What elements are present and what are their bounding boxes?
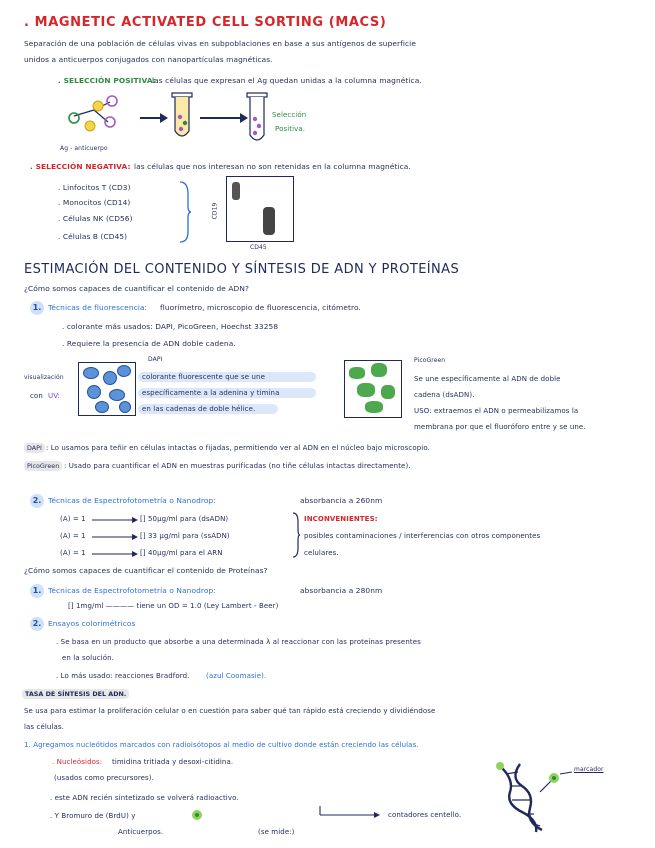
picogreen-use-text: : Usado para cuantificar el ADN en muestras purificadas (no tiñe células intactas directamente).: [64, 462, 411, 470]
positive-selection-label: . SELECCIÓN POSITIVA:: [58, 76, 156, 85]
abs-row-left: (A) = 1: [60, 549, 86, 557]
nucleus: [87, 385, 101, 399]
assay-line: en la solución.: [62, 654, 114, 662]
plot-y-axis-label: CD19: [211, 202, 219, 220]
abs-row-right: [] 40µg/ml para el ARN: [140, 549, 223, 557]
visualization-with: con: [30, 392, 43, 400]
item-number-badge: 2.: [30, 617, 44, 631]
dapi-tag: DAPI: [24, 443, 45, 453]
picogreen-tag: PicoGreen: [24, 461, 62, 471]
dna-helix-drawing: [492, 762, 632, 842]
synthesis-intro-line: Se usa para estimar la proliferación celular o en cuestión para saber qué tan rápido está creciendo y dividiéndose: [24, 707, 436, 715]
cell: [371, 363, 387, 377]
abs-arrows: [92, 517, 140, 561]
dapi-text-line: colorante fluorescente que se une: [142, 373, 265, 381]
nucleus: [103, 371, 117, 385]
picogreen-text-line: membrana por que el fluoróforo entre y se une.: [414, 423, 586, 431]
new-dna-line: . este ADN recién sintetizado se volverá radioactivo.: [50, 794, 239, 802]
drawbacks-label: INCONVENIENTES:: [304, 515, 378, 523]
dna-section-title: ESTIMACIÓN DEL CONTENIDO Y SÍNTESIS DE ADN Y PROTEÍNAS: [24, 262, 460, 277]
fluorescent-marker-icon: [190, 808, 204, 822]
marker-label: marcador: [574, 766, 604, 773]
macs-intro-line-2: unidos a anticuerpos conjugados con nanopartículas magnéticas.: [24, 55, 273, 64]
negative-selection-text: las células que nos interesan no son retenidas en la columna magnética.: [134, 162, 411, 171]
nucleosides-text: timidina tritiada y desoxi-citidina.: [112, 758, 234, 766]
dapi-text-line: específicamente a la adenina y timina: [142, 389, 280, 397]
protein-concentration: [] 1mg/ml ———— tiene un OD = 1.0 (Ley Lambert - Beer): [68, 602, 279, 610]
visualization-label: visualización: [24, 374, 64, 381]
nucleus: [95, 401, 109, 413]
nucleus: [109, 389, 125, 401]
assay-paren: (azul Coomasie).: [206, 672, 267, 680]
ag-antibody-label: Ag - anticuerpo: [60, 145, 108, 152]
column-tube-icon: [245, 93, 269, 148]
cell-population: [232, 182, 240, 200]
picogreen-cells-image: [344, 360, 402, 418]
abs-row-left: (A) = 1: [60, 532, 86, 540]
spectro-dna-label: Técnicas de Espectrofotometría o Nanodrop:: [48, 496, 216, 505]
drawbacks-text-line: posibles contaminaciones / interferencias con otros componentes: [304, 532, 541, 540]
spectro-protein-text: absorbancia a 280nm: [300, 586, 383, 595]
drawbacks-brace: [292, 512, 300, 558]
item-number-badge: 2.: [30, 494, 44, 508]
positive-selection-text: las células que expresan el Ag quedan unidas a la columna magnética.: [152, 76, 422, 85]
counters-text: contadores centello.: [388, 811, 462, 819]
uv-label: UV:: [48, 392, 60, 400]
nucleus: [119, 401, 131, 413]
fluorescence-text: fluorímetro, microscopio de fluorescencia, citómetro.: [160, 303, 361, 312]
abs-row-right: [] 33 µg/ml para (ssADN): [140, 532, 230, 540]
picogreen-text-line: cadena (dsADN).: [414, 391, 475, 399]
requires-line: . Requiere la presencia de ADN doble cadena.: [62, 339, 236, 348]
abs-row-left: (A) = 1: [60, 515, 86, 523]
selection-label-1: Selección: [272, 111, 307, 119]
drawbacks-text-line: celulares.: [304, 549, 339, 557]
flow-cytometry-plot: [226, 176, 294, 242]
brdu-line: . Y Bromuro de (BrdU) y: [50, 812, 136, 820]
spectro-protein-label: Técnicas de Espectrofotometría o Nanodrop:: [48, 586, 216, 595]
antibodies-line: Anticuerpos.: [118, 828, 164, 836]
assay-line: . Se basa en un producto que absorbe a una determinada λ al reaccionar con las proteínas presentes: [56, 638, 421, 646]
dapi-use-text: : Lo usamos para teñir en células intactas o fijadas, permitiendo ver al ADN en el núcleo bajo microscopio.: [46, 444, 430, 452]
nucleosides-label: . Nucleósidos:: [52, 758, 103, 766]
cell-type-item: . Células B (CD45): [58, 232, 128, 241]
macs-intro-line-1: Separación de una población de células vivas en subpoblaciones en base a sus antígenos de superficie: [24, 39, 416, 48]
plot-x-axis-label: CD45: [250, 244, 267, 251]
fluorescence-label: Técnicas de fluorescencia:: [48, 303, 148, 312]
measure-line: (se mide:): [258, 828, 295, 836]
nucleosides-used: (usados como precursores).: [54, 774, 154, 782]
counters-arrow: [318, 806, 388, 820]
synthesis-intro-line: las células.: [24, 723, 64, 731]
picogreen-label: PicoGreen: [414, 357, 446, 364]
item-number-badge: 1.: [30, 301, 44, 315]
colorimetric-label: Ensayos colorimétricos: [48, 619, 136, 628]
dna-question: ¿Cómo somos capaces de cuantificar el contenido de ADN?: [24, 284, 249, 293]
macs-title: . MAGNETIC ACTIVATED CELL SORTING (MACS): [24, 15, 387, 30]
cell-type-item: . Monocitos (CD14): [58, 198, 131, 207]
nucleus: [117, 365, 131, 377]
picogreen-text-line: Se une específicamente al ADN de doble: [414, 375, 561, 383]
cell-type-item: . Células NK (CD56): [58, 214, 133, 223]
cell-type-item: . Linfocitos T (CD3): [58, 183, 131, 192]
abs-row-right: [] 50µg/ml para (dsADN): [140, 515, 229, 523]
cell-types-brace: [178, 180, 192, 244]
cell: [349, 367, 365, 379]
item-number-badge: 1.: [30, 584, 44, 598]
spectro-dna-text: absorbancia a 260nm: [300, 496, 383, 505]
cell: [365, 401, 383, 413]
nucleus: [83, 367, 99, 379]
picogreen-text-line: USO: extraemos el ADN o permeabilizamos la: [414, 407, 579, 415]
negative-selection-label: . SELECCIÓN NEGATIVA:: [30, 162, 131, 171]
protein-question: ¿Cómo somos capaces de cuantificar el contenido de Proteínas?: [24, 566, 268, 575]
dapi-cells-image: [78, 362, 136, 416]
tube-icon: [170, 93, 194, 143]
synthesis-step-1: 1. Agregamos nucleótidos marcados con radioisótopos al medio de cultivo donde están creciendo las células.: [24, 741, 419, 749]
selection-label-2: Positiva.: [275, 125, 306, 133]
dapi-label: DAPI: [148, 356, 163, 363]
cell-population: [263, 207, 275, 235]
assay-line: . Lo más usado: reacciones Bradford.: [56, 672, 190, 680]
antigen-antibody-drawing: [60, 92, 140, 142]
cell: [381, 385, 395, 399]
cell: [357, 383, 375, 397]
dyes-line: . colorante más usados: DAPI, PicoGreen, Hoechst 33258: [62, 322, 279, 331]
dapi-text-line: en las cadenas de doble hélice.: [142, 405, 256, 413]
synthesis-tag: TASA DE SÍNTESIS DEL ADN.: [22, 689, 129, 699]
